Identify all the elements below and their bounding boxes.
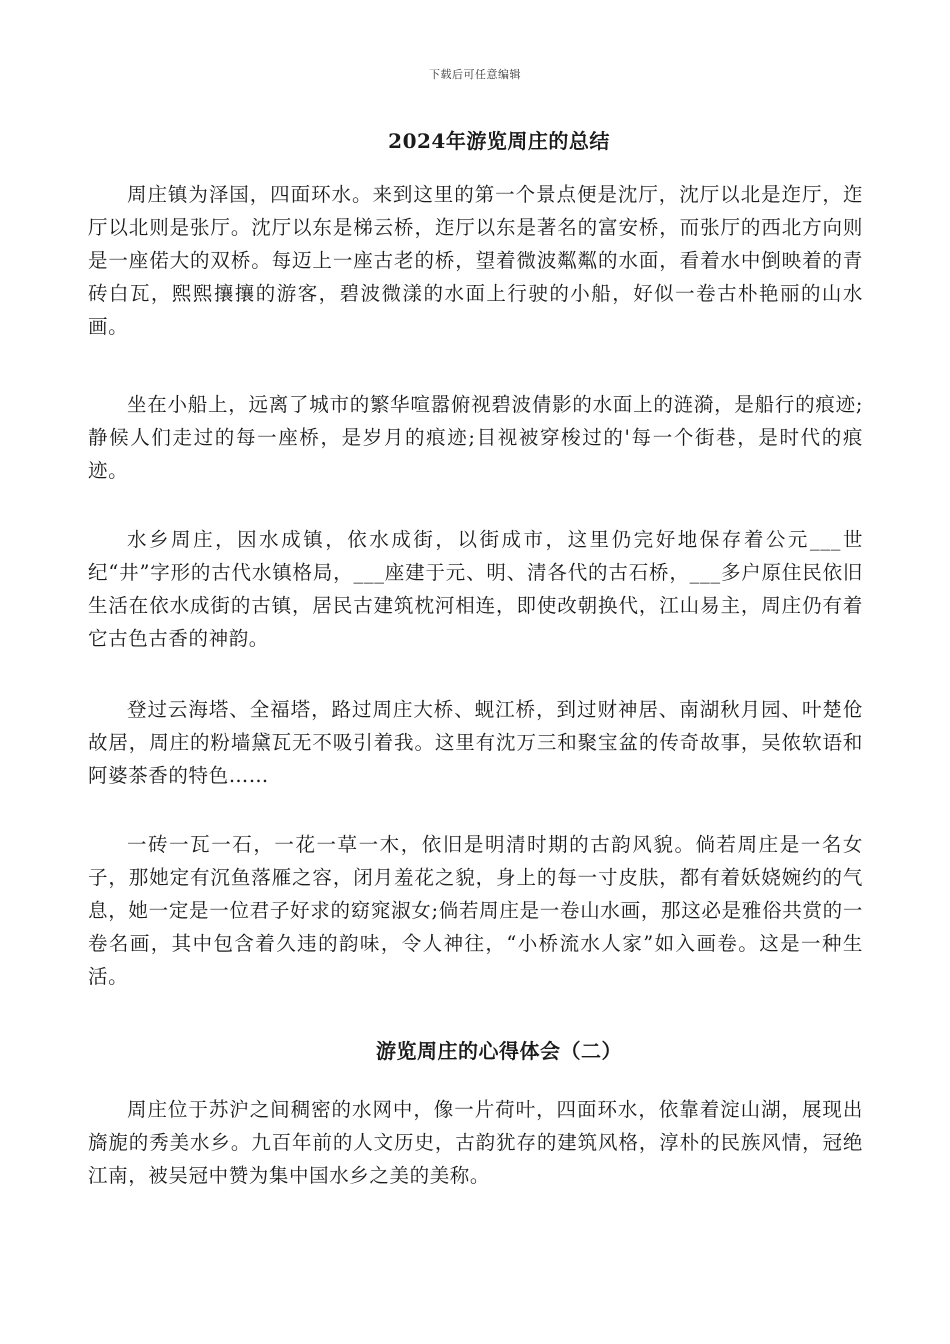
paragraph-4: 登过云海塔、全福塔，路过周庄大桥、蚬江桥，到过财神居、南湖秋月园、叶楚伧故居，周庄的粉墙黛瓦无不吸引着我。这里有沈万三和聚宝盆的传奇故事，吴侬软语和阿婆茶香的特色……	[88, 698, 863, 787]
section-title: 游览周庄的心得体会（二）	[376, 1039, 622, 1063]
paragraph-3: 水乡周庄，因水成镇，依水成街，以街成市，这里仍完好地保存着公元___世纪“井”字形的古代水镇格局，___座建于元、明、清各代的古石桥，___多户原住民依旧生活在依水成街的古镇，居民古建筑枕河相连，即使改朝换代，江山易主，周庄仍有着它古色古香的神韵。	[88, 528, 863, 650]
paragraph-1: 周庄镇为泽国，四面环水。来到这里的第一个景点便是沈厅，沈厅以北是迮厅，迮厅以北则是张厅。沈厅以东是梯云桥，迮厅以东是著名的富安桥，而张厅的西北方向则是一座偌大的双桥。每迈上一座古老的桥，望着微波粼粼的水面，看着水中倒映着的青砖白瓦，熙熙攘攘的游客，碧波微漾的水面上行驶的小船，好似一卷古朴艳丽的山水画。	[88, 183, 863, 338]
page-title: 2024年游览周庄的总结	[388, 129, 610, 153]
header-note: 下载后可任意编辑	[429, 68, 521, 81]
section-paragraph-1: 周庄位于苏沪之间稠密的水网中，像一片荷叶，四面环水，依靠着淀山湖，展现出旖旎的秀美水乡。九百年前的人文历史，古韵犹存的建筑风格，淳朴的民族风情，冠绝江南，被吴冠中赞为集中国水乡之美的美称。	[88, 1098, 863, 1187]
paragraph-5: 一砖一瓦一石，一花一草一木，依旧是明清时期的古韵风貌。倘若周庄是一名女子，那她定有沉鱼落雁之容，闭月羞花之貌，身上的每一寸皮肤，都有着妖娆婉约的气息，她一定是一位君子好求的窈窕淑女;倘若周庄是一卷山水画，那这必是雅俗共赏的一卷名画，其中包含着久违的韵味，令人神往，“小桥流水人家”如入画卷。这是一种生活。	[88, 833, 863, 988]
paragraph-2: 坐在小船上，远离了城市的繁华喧嚣俯视碧波倩影的水面上的涟漪，是船行的痕迹;静候人们走过的每一座桥，是岁月的痕迹;目视被穿梭过的'每一个街巷，是时代的痕迹。	[88, 393, 863, 482]
